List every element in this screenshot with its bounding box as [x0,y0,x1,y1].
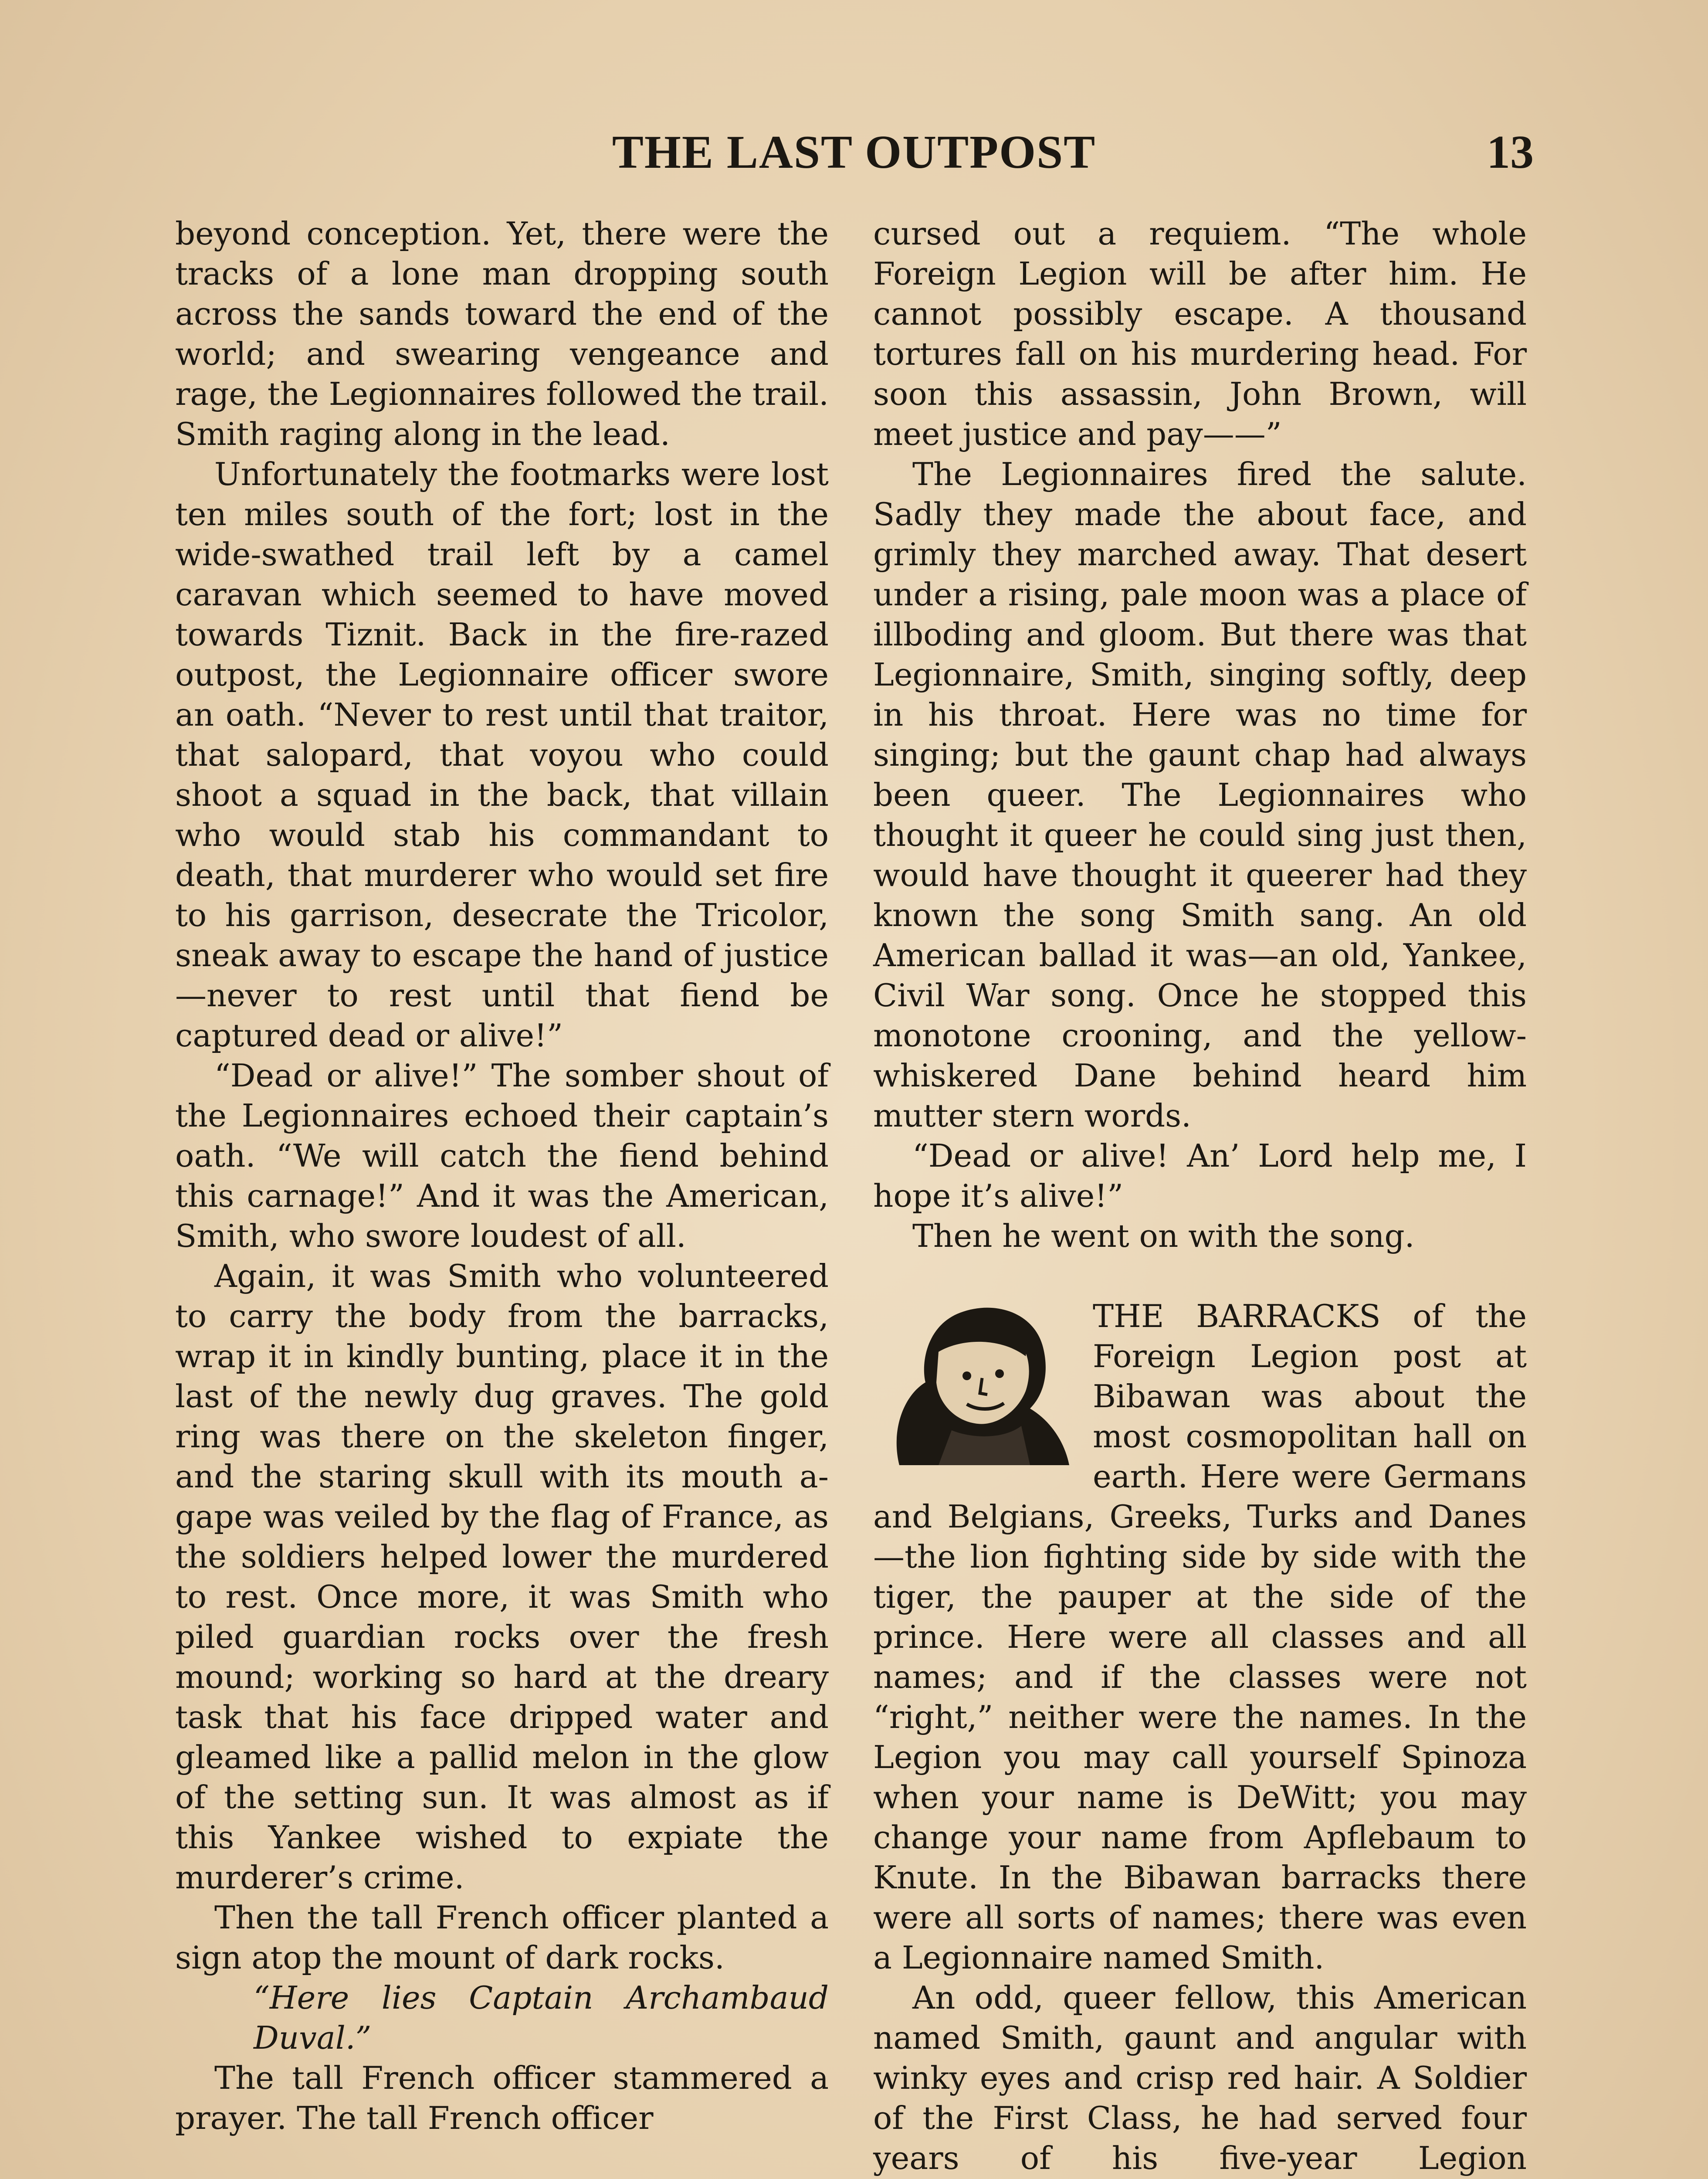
paragraph: Then he went on with the song. [912,1218,1415,1254]
paragraph: Then the tall French officer planted a sign atop the mount of dark rocks. [175,1899,829,1976]
running-title: THE LAST OUTPOST [612,126,1096,178]
paragraph: Unfortunately the footmarks were lost ten miles south of the fort; lost in the wide-swathed trail left by a camel caravan which seemed to have moved towards Tiznit. Back in the fire-razed outpost, the Legionnaire officer swore an oath. “Never to rest until that traitor, that salopard, that voyou who could shoot a squad in the back, that villain who would stab his commandant to death, that murderer who would set fire to his garrison, desecrate the Tricolor, sneak away to escape the hand of justice—never to rest until that fiend be captured dead or alive!” [175,456,829,1054]
paragraph: The tall French officer stammered a prayer. The tall French officer [175,2060,829,2136]
section-paragraph: THE BARRACKS of the Foreign Legion post at Bibawan was about the most cosmopolitan hall on earth. Here were Germans and Belgians, Greeks, Turks and Danes—the lion fighting side by side with the tiger, the pauper at the side of the prince. Here were all classes and all names; and if the classes were not “right,” neither were the names. In the Legion you may call yourself Spinoza when your name is DeWitt; you may change your name from Apflebaum to Knute. In the Bibawan barracks there were all sorts of names; there was even a Legionnaire named Smith. [873,1298,1527,1976]
left-column [175,214,829,2138]
paragraph: cursed out a requiem. “The whole Foreign Legion will be after him. He cannot possibly escape. A thousand tortures fall on his murdering head. For soon this assassin, John Brown, will meet justice and pay——” [873,215,1527,452]
page-number: 13 [1487,126,1534,178]
paragraph: “Dead or alive!” The somber shout of the Legionnaires echoed their captain’s oath. “We will catch the fiend behind this carnage!” And it was the American, Smith, who swore loudest of all. [175,1057,829,1254]
legionnaire-portrait-icon [873,1300,1082,1474]
right-column [873,214,1527,2179]
page-header [174,126,1534,182]
paragraph: beyond conception. Yet, there were the tracks of a lone man dropping south across the sands toward the end of the world; and swearing vengeance and rage, the Legionnaires followed the trail. Smith raging along in the lead. [175,215,829,452]
paragraph: Again, it was Smith who volunteered to carry the body from the barracks, wrap it in kindly bunting, place it in the last of the newly dug graves. The gold ring was there on the skeleton finger, and the staring skull with its mouth a-gape was veiled by the flag of France, as the soldiers helped lower the murdered to rest. Once more, it was Smith who piled guardian rocks over the fresh mound; working so hard at the dreary task that his face dripped water and gleamed like a pallid melon in the glow of the setting sun. It was almost as if this Yankee wished to expiate the murderer’s crime. [175,1258,829,1896]
paragraph: An odd, queer fellow, this American named Smith, gaunt and angular with winky eyes and crisp red hair. A Soldier of the First Class, he had served four years of his five-year Legion [873,1979,1527,2176]
paragraph: “Dead or alive! An’ Lord help me, I hope it’s alive!” [873,1137,1527,1214]
grave-sign-text: “Here lies Captain Archambaud Duval.” [254,1979,829,2056]
paragraph: The Legionnaires fired the salute. Sadly they made the about face, and grimly they marched away. That desert under a rising, pale moon was a place of illboding and gloom. But there was that Legionnaire, Smith, singing softly, deep in his throat. Here was no time for singing; but the gaunt chap had always been queer. The Legionnaires who thought it queer he could sing just then, would have thought it queerer had they known the song Smith sang. An old American ballad it was—an old, Yankee, Civil War song. Once he stopped this monotone crooning, and the yellow-whiskered Dane behind heard him mutter stern words. [873,456,1527,1134]
